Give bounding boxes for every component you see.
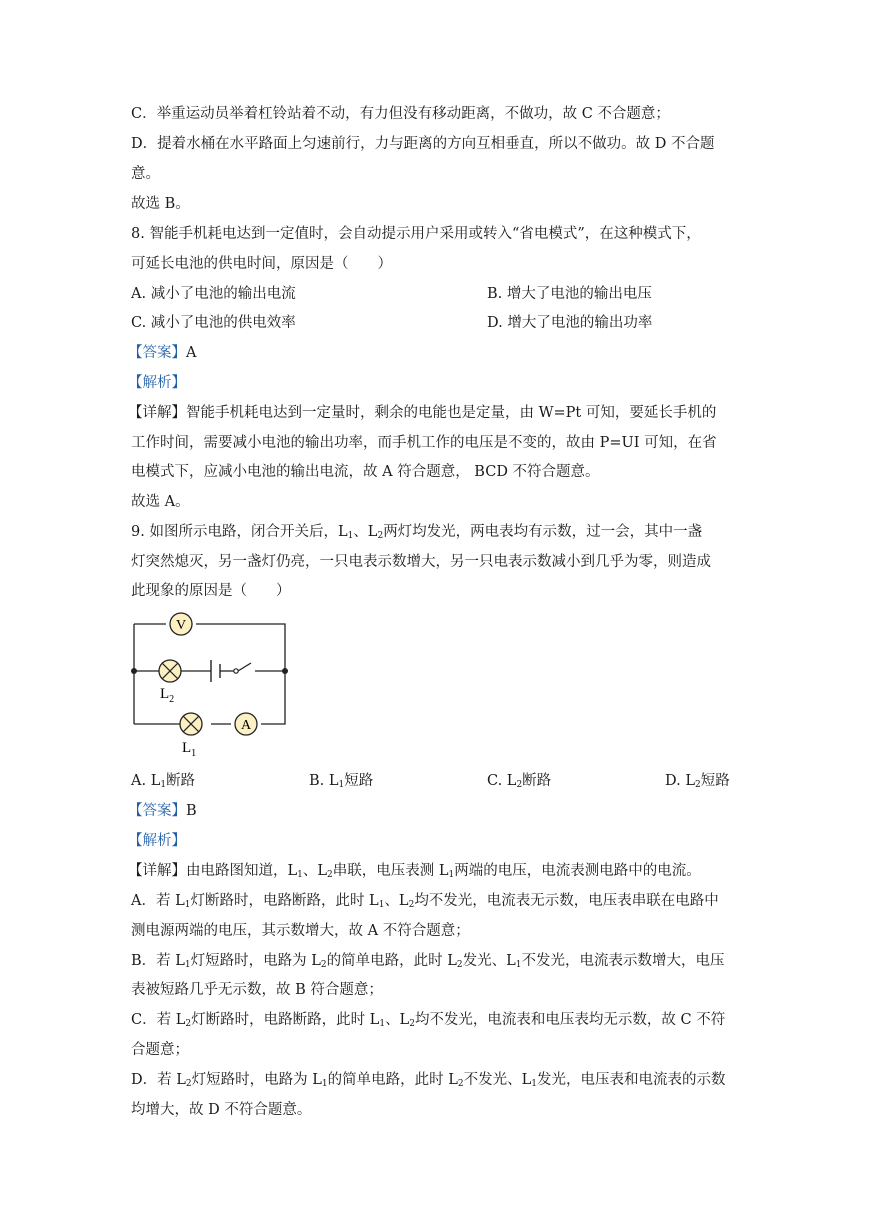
q9-option-d-explanation-cont: 均增大，故 D 不符合题意。 — [131, 1102, 312, 1118]
subscript: 1 — [347, 531, 354, 541]
text: 发光、L — [462, 953, 516, 969]
subscript: 2 — [516, 780, 523, 790]
subscript: 2 — [408, 900, 415, 910]
text: 两端的电压，电流表测电路中的电流。 — [454, 863, 701, 879]
subscript: 2 — [457, 1079, 464, 1089]
q9-option-b — [309, 771, 373, 791]
q9-stem-line2: 灯突然熄灭，另一盏灯仍亮，一只电表示数增大，另一只电表示数减小到几乎为零，则造成 — [131, 554, 711, 570]
detail-text: 智能手机耗电达到一定量时，剩余的电能也是定量，由 W=Pt 可知，要延长手机的 — [186, 405, 717, 421]
analysis-tag: 【解析】 — [128, 375, 186, 391]
subscript: 2 — [320, 960, 327, 970]
lamp-l2 — [159, 660, 181, 705]
subscript: 2 — [409, 1019, 415, 1029]
q8-analysis-heading — [128, 373, 186, 393]
q9-stem-line3: 此现象的原因是（ ） — [131, 583, 291, 599]
q9-option-b-explanation-cont: 表被短路几乎无示数，故 B 符合题意； — [131, 982, 383, 998]
text: B. L — [309, 773, 339, 789]
answer-tag: 【答案】 — [128, 345, 186, 361]
ammeter — [235, 713, 257, 735]
text: 均不发光，电流表和电压表均无示数，故 C 不符 — [414, 1012, 726, 1028]
text: D．若 L — [131, 1072, 186, 1088]
label: L — [182, 740, 192, 756]
text: 发光，电压表和电流表的示数 — [536, 1072, 726, 1088]
subscript: 1 — [184, 960, 191, 970]
q7-selection: 故选 B。 — [131, 196, 190, 212]
text: 、L — [385, 1012, 410, 1028]
subscript: 1 — [515, 960, 522, 970]
q9-option-a-explanation-cont: 测电源两端的电压，其示数增大，故 A 不符合题意； — [131, 923, 470, 939]
text: C. L — [487, 773, 517, 789]
text: 两灯均发光，两电表均有示数，过一会，其中一盏 — [383, 524, 703, 540]
text: 不发光，电流表示数增大，电压 — [521, 953, 725, 969]
text: B．若 L — [131, 953, 185, 969]
answer-tag: 【答案】 — [128, 803, 186, 819]
q9-option-b-explanation — [131, 951, 724, 971]
q9-option-a — [131, 771, 195, 791]
text: 、L — [302, 863, 328, 879]
q8-detail-line2: 工作时间，需要减小电池的输出功率，而手机工作的电压是不变的，故由 P=UI 可知，在省 — [131, 435, 717, 451]
q8-selection: 故选 A。 — [131, 494, 190, 510]
text: 、L — [353, 524, 378, 540]
switch-blade — [238, 663, 251, 671]
voltmeter-symbol: V — [175, 618, 187, 633]
detail-tag: 【详解】 — [128, 405, 186, 421]
q8-stem-line1: 8. 智能手机耗电达到一定值时，会自动提示用户采用或转入“省电模式”，在这种模式下， — [131, 226, 701, 242]
q9-option-a-explanation — [131, 891, 719, 911]
subscript: 2 — [185, 1079, 192, 1089]
q7-option-d-explanation-cont: 意。 — [131, 166, 160, 182]
subscript: 2 — [456, 960, 463, 970]
subscript: 1 — [378, 900, 385, 910]
subscript: 2 — [327, 870, 333, 880]
text: 由电路图知道，L — [186, 863, 298, 879]
subscript: 1 — [321, 1079, 328, 1089]
label: L — [160, 686, 170, 702]
lamp-l2-label — [160, 686, 174, 705]
subscript: 1 — [191, 748, 197, 759]
q8-stem-line2: 可延长电池的供电时间，原因是（ ） — [131, 256, 392, 272]
subscript: 1 — [160, 780, 167, 790]
q8-detail-line1 — [128, 403, 716, 423]
text: 灯断路时，电路断路，此时 L — [190, 893, 379, 909]
q8-option-a: A. 减小了电池的输出电流 — [131, 286, 296, 302]
ammeter-symbol: A — [240, 718, 252, 733]
q9-stem-line1 — [131, 522, 702, 542]
subscript: 1 — [379, 1019, 386, 1029]
text: 断路 — [166, 773, 196, 789]
q8-detail-line3: 电模式下，应减小电池的输出电流，故 A 符合题意， BCD 不符合题意。 — [131, 464, 600, 480]
q9-option-c-explanation-cont: 合题意； — [131, 1042, 189, 1058]
junction-right — [282, 668, 288, 674]
text: 灯断路时，电路断路，此时 L — [191, 1012, 380, 1028]
analysis-tag: 【解析】 — [128, 833, 186, 849]
q7-option-c-explanation: C．举重运动员举着杠铃站着不动，有力但没有移动距离，不做功，故 C 不合题意； — [131, 106, 670, 122]
text: 的简单电路，此时 L — [326, 953, 457, 969]
q9-option-c-explanation — [131, 1010, 725, 1030]
subscript: 1 — [448, 870, 455, 880]
subscript: 2 — [694, 780, 701, 790]
outer-wire — [134, 624, 285, 724]
voltmeter — [170, 613, 192, 635]
text: 均不发光，电流表无示数，电压表串联在电路中 — [414, 893, 719, 909]
q8-option-d: D. 增大了电池的输出功率 — [487, 315, 653, 331]
lamp-l1-label — [182, 740, 196, 759]
circuit-diagram — [125, 612, 295, 762]
text: 断路 — [522, 773, 552, 789]
q9-detail-line1 — [128, 861, 701, 881]
text: 、L — [384, 893, 409, 909]
text: 灯短路时，电路为 L — [190, 953, 321, 969]
subscript: 1 — [297, 870, 303, 880]
text: 不发光、L — [463, 1072, 532, 1088]
junction-left — [131, 668, 137, 674]
lamp-l1 — [180, 713, 202, 759]
q9-option-d — [665, 771, 730, 791]
text: D. L — [665, 773, 695, 789]
subscript: 1 — [184, 900, 191, 910]
subscript: 2 — [377, 531, 384, 541]
q8-answer — [128, 343, 196, 363]
subscript: 1 — [338, 780, 345, 790]
text: 的简单电路，此时 L — [327, 1072, 458, 1088]
text: 灯短路时，电路为 L — [191, 1072, 322, 1088]
text: 短路 — [344, 773, 374, 789]
q9-answer — [128, 801, 197, 821]
detail-tag: 【详解】 — [128, 863, 186, 879]
q9-option-d-explanation — [131, 1070, 725, 1090]
text: 短路 — [700, 773, 730, 789]
answer-value: A — [186, 345, 197, 361]
subscript: 2 — [185, 1019, 192, 1029]
q9-analysis-heading — [128, 831, 186, 851]
q9-option-c — [487, 771, 551, 791]
q8-option-b: B. 增大了电池的输出电压 — [487, 286, 652, 302]
text: A. L — [131, 773, 161, 789]
text: 9. 如图所示电路，闭合开关后，L — [131, 524, 348, 540]
q8-option-c: C. 减小了电池的供电效率 — [131, 315, 296, 331]
subscript: 1 — [531, 1079, 537, 1089]
text: 串联，电压表测 L — [332, 863, 449, 879]
subscript: 2 — [169, 694, 175, 705]
answer-value: B — [186, 803, 197, 819]
switch-pivot — [234, 669, 238, 673]
q7-option-d-explanation: D．提着水桶在水平路面上匀速前行，力与距离的方向互相垂直，所以不做功。故 D 不合题 — [131, 136, 715, 152]
text: C．若 L — [131, 1012, 186, 1028]
text: A．若 L — [131, 893, 185, 909]
